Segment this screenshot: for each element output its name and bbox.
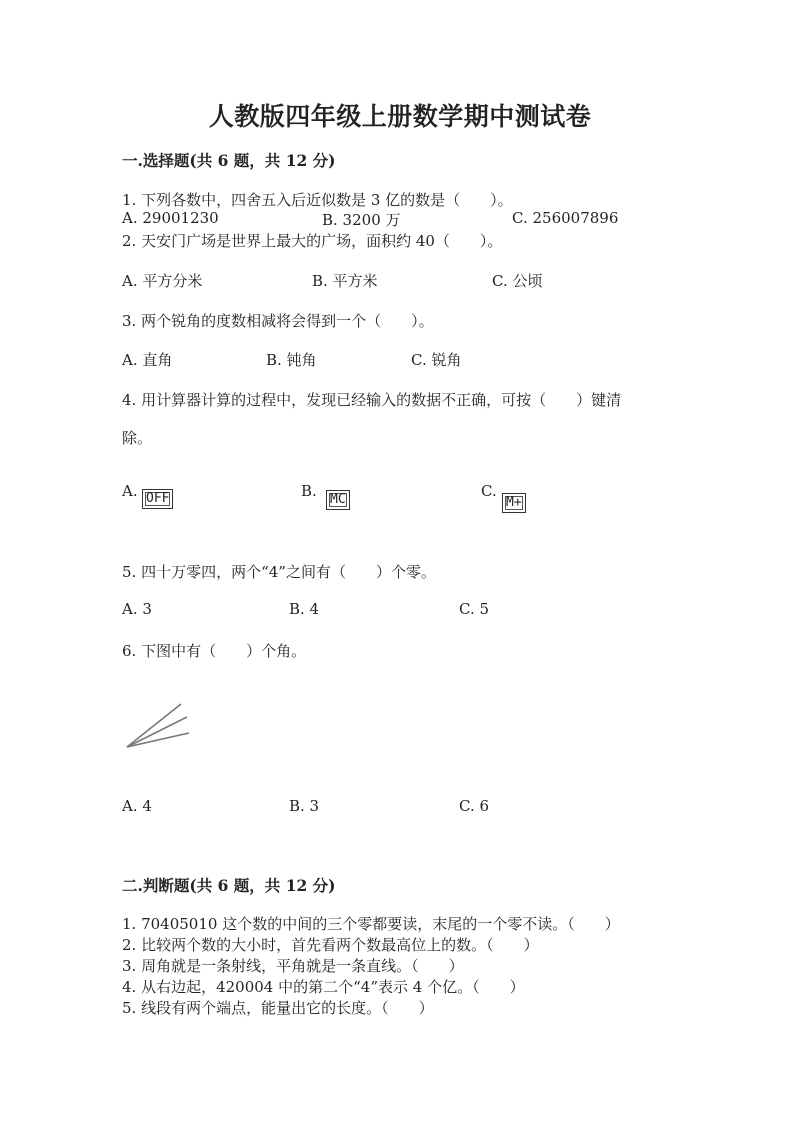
q4-option-b: B. — [301, 482, 317, 500]
page-title: 人教版四年级上册数学期中测试卷 — [208, 102, 592, 131]
q4-option-c: C. — [481, 482, 497, 500]
section-2-heading: 二.判断题(共 6 题，共 12 分) — [122, 876, 336, 895]
question-2: 2. 天安门广场是世界上最大的广场，面积约 40（ ）。 — [122, 232, 503, 250]
off-key-icon: OFF — [142, 489, 173, 509]
q6-option-b: B. 3 — [289, 797, 320, 815]
mc-key-icon: MC — [326, 490, 350, 510]
q1-option-b: B. 3200 万 — [322, 211, 401, 229]
q5-option-c: C. 5 — [459, 600, 490, 618]
question-6: 6. 下图中有（ ）个角。 — [122, 642, 307, 660]
q5-option-b: B. 4 — [289, 600, 320, 618]
question-4-line-1: 4. 用计算器计算的过程中，发现已经输入的数据不正确，可按（ ）键清 — [122, 391, 622, 409]
q2-option-a: A. 平方分米 — [122, 272, 203, 290]
q5-option-a: A. 3 — [122, 600, 152, 618]
q2-option-b: B. 平方米 — [312, 272, 378, 290]
q3-option-c: C. 锐角 — [411, 351, 462, 369]
q1-option-a: A. 29001230 — [122, 209, 219, 227]
q4-option-a: A. — [122, 482, 138, 500]
judge-item-4: 4. 从右边起，420004 中的第二个“4”表示 4 个亿。（ ） — [122, 978, 525, 996]
judge-item-3: 3. 周角就是一条射线，平角就是一条直线。（ ） — [122, 957, 464, 975]
section-1-heading: 一.选择题(共 6 题，共 12 分) — [122, 151, 336, 170]
m-plus-key-icon: M+ — [502, 493, 526, 513]
q6-option-c: C. 6 — [459, 797, 490, 815]
judge-item-1: 1. 70405010 这个数的中间的三个零都要读，末尾的一个零不读。（ ） — [122, 915, 620, 933]
question-5: 5. 四十万零四，两个“4”之间有（ ）个零。 — [122, 563, 436, 581]
question-4-line-2: 除。 — [122, 429, 153, 447]
angle-figure — [120, 700, 200, 754]
question-1: 1. 下列各数中，四舍五入后近似数是 3 亿的数是（ ）。 — [122, 191, 513, 209]
judge-item-5: 5. 线段有两个端点，能量出它的长度。（ ） — [122, 999, 434, 1017]
angle-ray-2 — [127, 717, 187, 747]
q3-option-b: B. 钝角 — [266, 351, 317, 369]
question-3: 3. 两个锐角的度数相减将会得到一个（ ）。 — [122, 312, 434, 330]
q6-option-a: A. 4 — [122, 797, 152, 815]
q2-option-c: C. 公顷 — [492, 272, 543, 290]
q3-option-a: A. 直角 — [122, 351, 173, 369]
judge-item-2: 2. 比较两个数的大小时，首先看两个数最高位上的数。（ ） — [122, 936, 539, 954]
q1-option-c: C. 256007896 — [512, 209, 619, 227]
